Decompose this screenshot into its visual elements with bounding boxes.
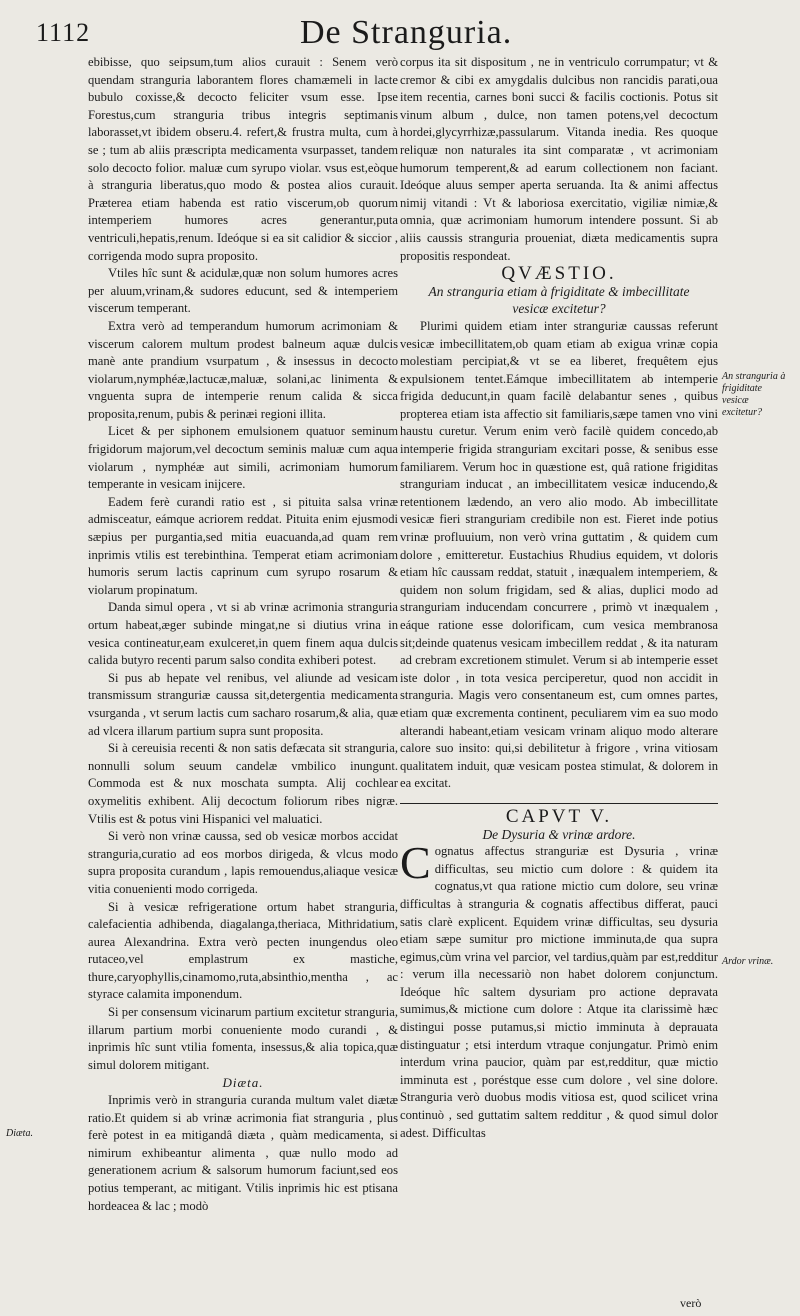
paragraph: corpus ita sit dispositum , ne in ventriculo corrumpatur; vt & cremor & cibi ex amygdalis dulcibus non rancidis parati,oua item recentia, carnes boni succi & facilis coctionis. Potus sit vinum album , dulce, non tamen potens,vel decoctum hordei,glycyrrhizæ,passularum. Vitanda inedia. Res quoque reliquæ non naturales ita sint comparatæ , vt acrimoniam humorum temperent,& ad earum collectionem non faciant. Ideóque aluus semper aperta seruanda. Ita & animi affectus nimij vitandi : Vt & laboriosa exercitatio, vigiliæ nimiæ,& omnia, quæ acrimoniam humorum intendere possunt. Si ab aliis caussis stranguria proueniat, diæta medicamentis supra propositis respondeat. <box>400 55 718 263</box>
paragraph: Licet & per siphonem emulsionem quatuor seminum frigidorum majorum,vel decoctum seminis maluæ cum aqua violarum , nymphéæ aut simili, acrimoniam humorum temperante in vesicam inijcere. <box>88 424 398 492</box>
page-number: 1112 <box>36 18 91 47</box>
running-head: De Stranguria. <box>300 14 513 51</box>
page-header <box>36 14 776 54</box>
paragraph: Extra verò ad temperandum humorum acrimoniam & viscerum calorem multum prodest balneum aquæ dulcis manè ante prandium vsurpatum , & insessus in decocto violarum,nymphéæ,lactucæ,maluæ, solani,ac linimenta & vnguenta supra de intemperie renum calida & sicca proposita,renum, pubis & perinæi regioni illita. <box>88 318 398 421</box>
paragraph: Danda simul opera , vt si ab vrinæ acrimonia stranguria ortum habeat,æger subinde mingat,ne si diutius vrina in vesica contineatur,eam exulceret,in quem finem aqua dulcis calida butyro recenti parum salso condita exhiberi potest. <box>88 600 398 668</box>
chapter-paragraph <box>400 837 718 1142</box>
paragraph: Si à cereuisia recenti & non satis defæcata sit stranguria, nonnulli solum seuum candelæ vmbilico inungunt. Commoda est & nux moschata sumpta. Alij cochlear oxymelitis exhibent. Alij decoctum foliorum ribes nigræ. Vtilis est & potus vini Hispanici vel maluatici. <box>88 741 398 826</box>
diet-paragraph: Inprimis verò in stranguria curanda multum valet diætæ ratio.Et quidem si ab vrinæ acrimonia fiat stranguria , plus ferè potest in ea mitigandâ diæta , quàm medicamenta, si nimirum exhibeantur alimenta , quæ nullo modo ad generationem acrium & salsorum humorum faciunt,sed eos potius temperant, ac mitigant. Vtilis inprimis hic est ptisana hordeacea & lac ; modò <box>88 1093 398 1213</box>
diet-subheading: Diæta. <box>222 1075 264 1091</box>
paragraph: Si verò non vrinæ caussa, sed ob vesicæ morbos accidat stranguria,curatio ad eos morbos dirigeda, & vlcus modo supra proposita curandum , lapis remouendus,aliaque vesicæ vitia conuenienti modo corrigeda. <box>88 829 398 896</box>
paragraph: Plurimi quidem etiam inter stranguriæ caussas referunt vesicæ imbecillitatem,ob quam etiam ab exigua vrinæ copia molestiam percipiat,& vt se ea liberet, frequêtem ejus expulsionem tentet.Eámque imbecillitatem ab intemperie frigida deducunt,in quam facilè delabantur senes , quibus propterea etiam ista affectio sit familiaris,sæpe tamen vno vini haustu curetur. Verum enim verò facilè quidem concedo,ab intemperie frigida stranguriam excitari posse, & senibus esse familiarem. Verum hoc in quæstione est, quâ ratione frigiditas stranguriam inducat , an imbecillitatem vesicæ inducendo,& retentionem lædendo, an vero alio modo. Ab imbecillitate vesicæ fieri stranguriam credibile non est. Fieret inde potius vrinæ profluuium, non verò vrina guttatim , & quidem cum dolore , emitteretur. Eustachius Rhudius equidem, vt doloris etiam hîc caussam reddat, statuit , inæqualem intemperiem, & quidem non solum frigidam, sed & alias, duplici modo ad stranguriam inducendam concurrere , primò vt inæqualem , eáque ratione esse dolorificam, cum vesica membranosa sit;deinde quatenus vesicam imbecillem reddat , & ita naturam ad crebram excretionem stimulet. Verum si ab intemperie esset iste dolor , in tota vesica perciperetur, quod non accidit in stranguria. Magis vero consentaneum est, cum omnes partes, etiam quæ excrementa continent, peculiarem vim ea suo modo alterandi habeant,etiam vesicam vrinam aliquo modo alterare calore suo insito: qui,si debilitetur à frigore , vrina vitiosam qualitatem induit, quæ vesicam postea stimulat, & dolorem in ea excitat. <box>400 318 718 791</box>
paragraph: Si à vesicæ refrigeratione ortum habet stranguria, calefacientia adhibenda, diagalanga,theriaca, Mithridatium, aurea Alexandrina. Extra verò pecten inungendus oleo rutaceo,vel emplastrum ex mastiche, thure,caryophyllis,cinamomo,ruta,absinthio,mentha , ac styrace calamita imponendum. <box>88 899 398 1002</box>
right-column <box>400 54 718 1142</box>
paragraph: Eadem ferè curandi ratio est , si pituita salsa vrinæ admisceatur, eámque acriorem reddat. Pituita enim ejusmodi sæpius per purgantia,sed mitia euacuanda,ad quam rem inprimis vtilis est terebinthina. Temperat etiam acrimoniam humoris serum lactis caprinum cum syrupo rosarum & violarum propinatum. <box>88 494 398 597</box>
catchword: verò <box>680 1296 702 1310</box>
chapter-title: De Dysuria & vrinæ ardore. <box>482 826 636 842</box>
paragraph: Vtiles hîc sunt & acidulæ,quæ non solum humores acres per aluum,vrinam,& sudores educunt, sed & intemperiem viscerum temperant. <box>88 266 398 316</box>
section-rule <box>400 803 718 804</box>
chapter-heading: CAPVT V. <box>505 805 613 827</box>
paragraph: Si per consensum vicinarum partium excitetur stranguria, illarum partium morbi conueniente modo curandi , & inprimis hîc sunt vtilia fomenta, insessus,& alia topica,quæ simul dolorem mitigant. <box>88 1005 398 1072</box>
drop-cap: C <box>400 837 431 889</box>
left-column <box>88 54 398 1215</box>
question-title: An stranguria etiam à frigiditate & imbecillitate vesicæ excitetur? <box>428 283 690 317</box>
paragraph: Si pus ab hepate vel renibus, vel aliunde ad vesicam transmissum stranguriæ caussa sit,detergentia medicamenta vsurganda , vt serum lactis cum sacharo rosarum,& alia, quæ ad vlcera illarum partium supra sunt proposita. <box>88 670 398 738</box>
question-heading: QVÆSTIO. <box>501 263 617 285</box>
margin-note-diet: Diæta. <box>6 1128 33 1139</box>
chapter-paragraph-text: ognatus affectus stranguriæ est Dysuria , vrinæ difficultas, seu mictio cum dolore : & quidem ita cognatus,vt qua ratione mictio cum dolore, seu vrinæ difficultas à stranguria & cognatis affectibus differat, pauci satis clarè explicent. Equidem vrinæ difficultas, seu dysuria etiam sæpe sumitur pro mictione imminuta,de qua supra egimus,cùm vrina vel parcior, vel tardius,quàm par est,redditur : verum illa necessariò non habet dolorem conjunctum. Ideóque hîc saltem dysuriam pro actione depravata sumimus,& mictione cum dolore : Atque ita clarissimè hæc distingui posse putamus,si mictio imminuta à deprauata distinguatur ; etsi interdum vtraque conjungatur. Primò enim interdum vrina paucior, quàm par est,redditur, quæ mictio imminuta est , poréstque esse cum dolore , vel sine dolore. Stranguria verò duobus modis vitiosa est, quod scilicet vrina continuò , sed guttatim saltem redditur , & quod simul dolor adest. Difficultas <box>400 844 718 1140</box>
margin-note-question: An stranguria à frigiditate vesicæ excitetur? <box>722 371 786 418</box>
margin-note-chapter: Ardor vrinæ. <box>722 956 774 967</box>
paragraph: ebibisse, quo seipsum,tum alios curauit : Senem verò quendam stranguria laborantem flores chamæmeli in lacte bubulo coxisse,& decocto feliciter vsum esse. Ipse Forestus,cum stranguria tribus integris septimanis laborasset,vt ibidem obseru.4. refert,& frustra multa, cum à se ; tum ab aliis præscripta medicamenta vsurpasset, tandem solo decocto folior. maluæ cum syrupo violar. vsus est,eòque à stranguria liberatus,quo modo & postea alios curauit. Præterea etiam habenda est ratio viscerum,ob quorum intemperiem humores acres generantur,puta ventriculi,hepatis,renum. Ideóque si ea sit calidior & siccior , corrigenda modo supra proposito. <box>88 55 398 263</box>
